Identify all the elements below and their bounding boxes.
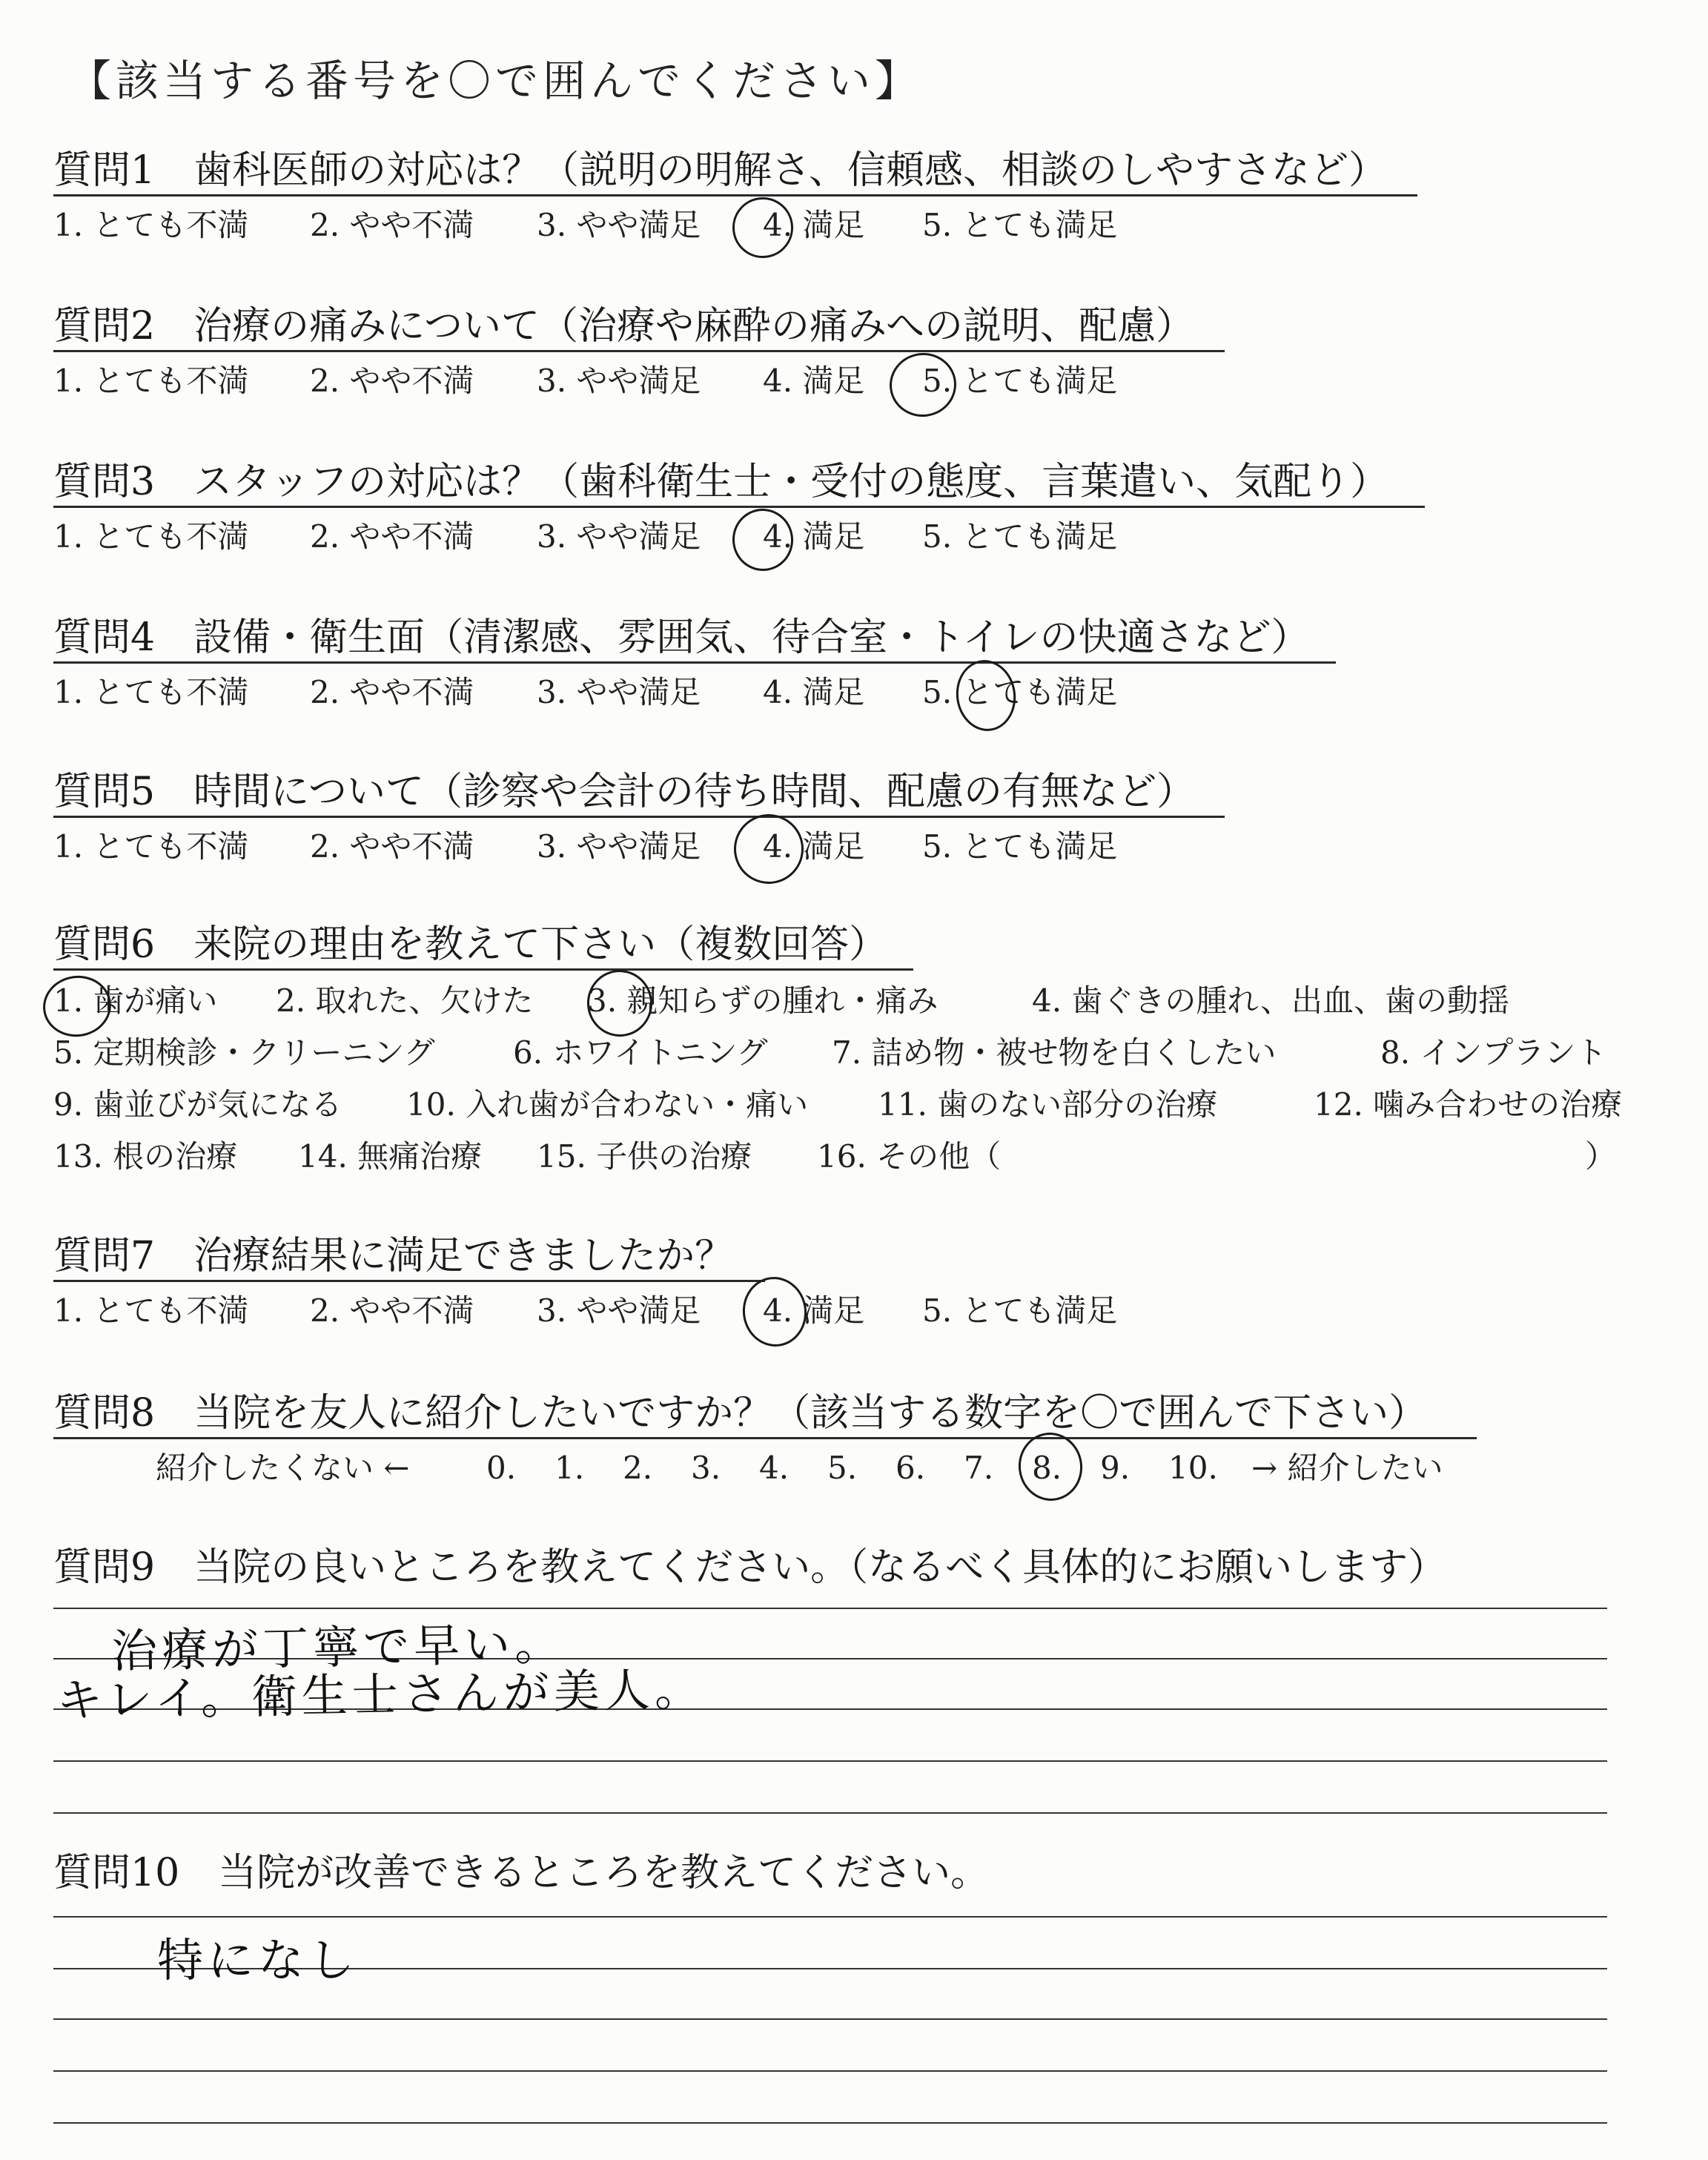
q5-option-2[interactable]: 2. やや不満 (310, 828, 474, 865)
q6-option-2[interactable]: 2. 取れた、欠けた (276, 982, 534, 1019)
q6-option-14[interactable]: 14. 無痛治療 (298, 1138, 483, 1175)
q2-answer-circle (885, 349, 960, 421)
question-5-label: 質問5 時間について（診察や会計の待ち時間、配慮の有無など） (53, 770, 1196, 814)
q6-option-13[interactable]: 13. 根の治療 (53, 1138, 238, 1175)
q6-option-9[interactable]: 9. 歯並びが気になる (53, 1086, 342, 1123)
page-title: 【該当する番号を〇で囲んでください】 (68, 56, 923, 106)
q2-option-1[interactable]: 1. とても不満 (53, 363, 249, 399)
q7-option-4[interactable]: 4. 満足 (763, 1292, 865, 1329)
question-6-underline (53, 968, 913, 971)
question-4-label: 質問4 設備・衛生面（清潔感、雰囲気、待合室・トイレの快適さなど） (53, 615, 1310, 660)
question-1-label: 質問1 歯科医師の対応は？（説明の明解さ、信頼感、相談のしやすさなど） (53, 148, 1388, 193)
q8-option-0[interactable]: 0. (486, 1450, 517, 1486)
q6-option-12[interactable]: 12. 噛み合わせの治療 (1314, 1086, 1623, 1123)
question-1-underline (53, 194, 1417, 196)
q4-answer-circle (952, 656, 1021, 735)
question-6-row-2 (53, 1032, 1606, 1074)
q7-option-3[interactable]: 3. やや満足 (537, 1292, 701, 1329)
q5-option-4[interactable]: 4. 満足 (763, 828, 865, 865)
question-5-underline (53, 816, 1225, 818)
q6-option-15[interactable]: 15. 子供の治療 (537, 1138, 752, 1175)
question-6-label: 質問6 来院の理由を教えて下さい（複数回答） (53, 922, 888, 967)
q1-option-4[interactable]: 4. 満足 (763, 207, 865, 243)
question-8-underline (53, 1437, 1477, 1439)
q6-option-10[interactable]: 10. 入れ歯が合わない・痛い (406, 1086, 809, 1123)
q8-option-10[interactable]: 10. (1168, 1450, 1218, 1486)
q3-option-1[interactable]: 1. とても不満 (53, 518, 249, 555)
q6-option-8[interactable]: 8. インプラント (1380, 1034, 1607, 1071)
q6-option-11[interactable]: 11. 歯のない部分の治療 (878, 1086, 1218, 1123)
question-1-options (53, 205, 1117, 246)
q2-option-5[interactable]: 5. とても満足 (922, 363, 1118, 399)
q10-answer-line-4 (53, 2070, 1607, 2072)
q4-option-2[interactable]: 2. やや不満 (310, 674, 474, 710)
q9-answer-line-5 (53, 1812, 1607, 1814)
q8-option-8[interactable]: 8. (1032, 1450, 1062, 1486)
q8-option-6[interactable]: 6. (896, 1450, 926, 1486)
q8-answer-circle (1014, 1428, 1087, 1505)
q5-option-5[interactable]: 5. とても満足 (922, 828, 1118, 865)
q8-left-label: 紹介したくない ← (156, 1450, 410, 1486)
q7-option-1[interactable]: 1. とても不満 (53, 1292, 249, 1329)
q4-option-3[interactable]: 3. やや満足 (537, 674, 701, 710)
q6-option-6[interactable]: 6. ホワイトニング (513, 1034, 768, 1071)
q3-option-5[interactable]: 5. とても満足 (922, 518, 1118, 555)
question-6-row-4 (53, 1136, 1616, 1178)
q3-answer-circle (729, 505, 798, 575)
q5-option-3[interactable]: 3. やや満足 (537, 828, 701, 865)
q9-handwritten-answer-1[interactable]: 治療が丁寧で早い。 (110, 1616, 566, 1679)
q1-option-2[interactable]: 2. やや不満 (310, 207, 474, 243)
q8-right-label: → 紹介したい (1251, 1450, 1443, 1486)
q8-option-2[interactable]: 2. (623, 1450, 653, 1486)
question-7-label: 質問7 治療結果に満足できましたか？ (53, 1234, 734, 1278)
q8-option-5[interactable]: 5. (827, 1450, 858, 1486)
q4-option-4[interactable]: 4. 満足 (763, 674, 865, 710)
q6-option-3[interactable]: 3. 親知らずの腫れ・痛み (587, 982, 939, 1019)
question-6-row-1 (53, 980, 1509, 1022)
q6-option-5[interactable]: 5. 定期検診・クリーニング (53, 1034, 435, 1071)
q3-option-4[interactable]: 4. 満足 (763, 518, 865, 555)
q10-answer-line-1 (53, 1916, 1607, 1918)
q6-option-7[interactable]: 7. 詰め物・被せ物を白くしたい (832, 1034, 1277, 1071)
q7-answer-circle (738, 1272, 811, 1350)
q3-option-3[interactable]: 3. やや満足 (537, 518, 701, 555)
q6-option-4[interactable]: 4. 歯ぐきの腫れ、出血、歯の動揺 (1032, 982, 1509, 1019)
q7-option-5[interactable]: 5. とても満足 (922, 1292, 1118, 1329)
q6-option-16-close: ） (1585, 1138, 1617, 1175)
question-9-label: 質問9 当院の良いところを教えてください。（なるべく具体的にお願いします） (53, 1545, 1447, 1590)
question-5-options (53, 826, 1117, 868)
q9-handwritten-answer-2[interactable]: キレイ。衛生士さんが美人。 (56, 1662, 706, 1728)
q10-answer-line-3 (53, 2018, 1607, 2020)
q2-option-2[interactable]: 2. やや不満 (310, 363, 474, 399)
q8-option-4[interactable]: 4. (759, 1450, 790, 1486)
q8-option-7[interactable]: 7. (964, 1450, 994, 1486)
q8-option-9[interactable]: 9. (1100, 1450, 1131, 1486)
q1-option-3[interactable]: 3. やや満足 (537, 207, 701, 243)
q9-answer-line-1 (53, 1608, 1607, 1609)
q1-option-1[interactable]: 1. とても不満 (53, 207, 249, 243)
question-10-label: 質問10 当院が改善できるところを教えてください。 (53, 1851, 990, 1895)
q7-option-2[interactable]: 2. やや不満 (310, 1292, 474, 1329)
question-4-underline (53, 661, 1336, 664)
question-7-options (53, 1290, 1117, 1332)
q9-answer-line-4 (53, 1760, 1607, 1762)
q10-answer-line-5 (53, 2122, 1607, 2124)
question-3-options (53, 516, 1117, 558)
q5-option-1[interactable]: 1. とても不満 (53, 828, 249, 865)
q1-option-5[interactable]: 5. とても満足 (922, 207, 1118, 243)
q6-option-16[interactable]: 16. その他（ (817, 1138, 1002, 1175)
question-2-underline (53, 350, 1225, 352)
q4-option-5[interactable]: 5. とても満足 (922, 674, 1118, 710)
q6-option-1[interactable]: 1. 歯が痛い (53, 982, 218, 1019)
q8-option-1[interactable]: 1. (555, 1450, 585, 1486)
question-2-options (53, 360, 1117, 402)
question-8-scale (156, 1447, 1443, 1489)
q3-option-2[interactable]: 2. やや不満 (310, 518, 474, 555)
q2-option-4[interactable]: 4. 満足 (763, 363, 865, 399)
question-3-underline (53, 506, 1425, 508)
q8-option-3[interactable]: 3. (691, 1450, 721, 1486)
q1-answer-circle (729, 194, 798, 262)
q5-answer-circle (729, 810, 808, 888)
question-7-underline (53, 1280, 765, 1282)
q2-option-3[interactable]: 3. やや満足 (537, 363, 701, 399)
question-2-label: 質問2 治療の痛みについて（治療や麻酔の痛みへの説明、配慮） (53, 304, 1195, 349)
question-6-row-3 (53, 1084, 1622, 1126)
q6-answer-circle-3 (583, 965, 657, 1040)
q10-handwritten-answer-1[interactable]: 特になし (157, 1933, 360, 1987)
q4-option-1[interactable]: 1. とても不満 (53, 674, 249, 710)
question-3-label: 質問3 スタッフの対応は？（歯科衛生士・受付の態度、言葉遣い、気配り） (53, 460, 1389, 504)
question-8-label: 質問8 当院を友人に紹介したいですか？（該当する数字を〇で囲んで下さい） (53, 1391, 1428, 1436)
